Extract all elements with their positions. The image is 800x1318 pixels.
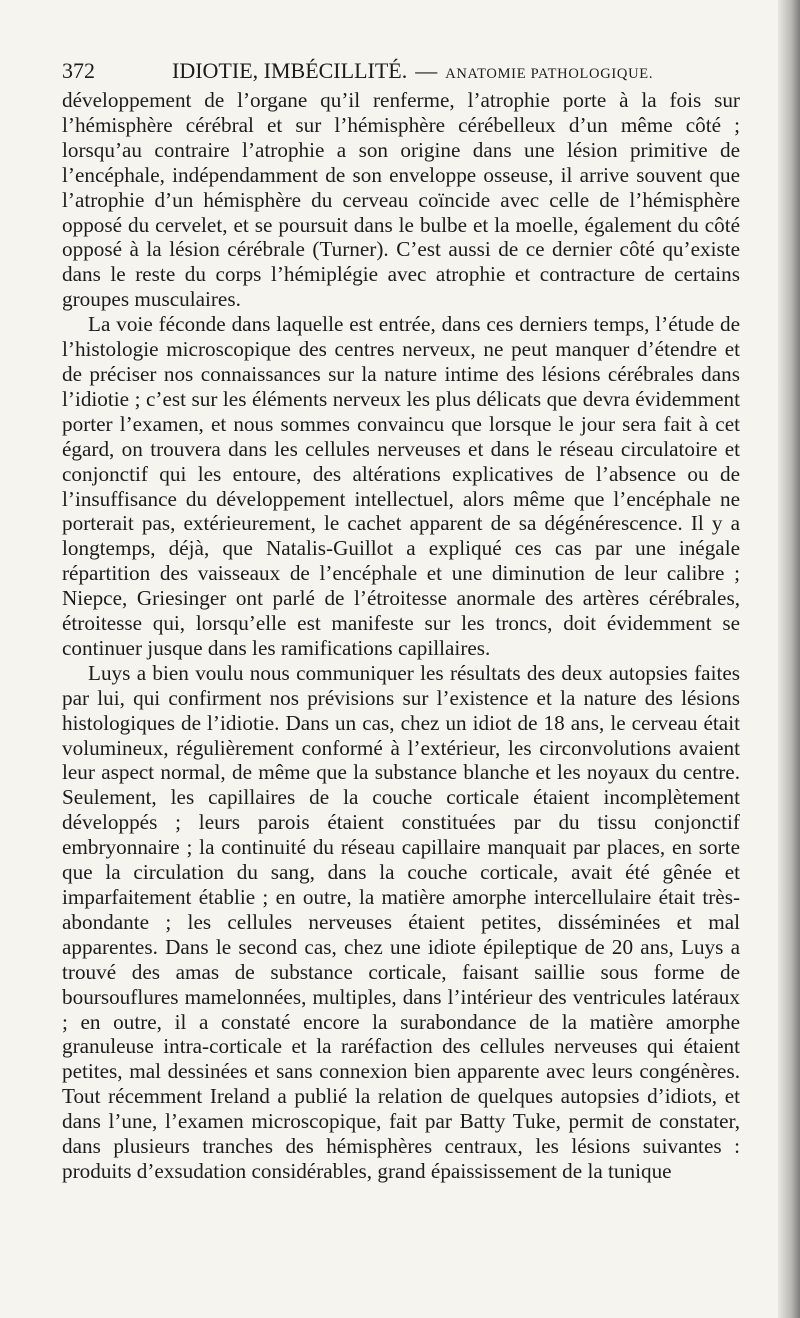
page-edge-shadow [778,0,800,1318]
paragraph-2: La voie féconde dans laquelle est entrée, dans ces derniers temps, l’étude de l’histologie microscopique des centres nerveux, ne peut manquer d’étendre et de préciser nos connaissances sur la nature intime des lésions cérébrales dans l’idiotie ; c’est sur les éléments nerveux les plus délicats que devra évidemment porter l’examen, et nous sommes convaincu que lorsque le jour sera fait à cet égard, on trouvera dans les cellules nerveuses et dans le réseau circulatoire et conjonctif qui les entoure, des altérations explicatives de l’absence ou de l’insuffisance du développement intellectuel, alors même que l’encéphale ne porterait pas, extérieurement, le cachet apparent de sa dégénérescence. Il y a longtemps, déjà, que Natalis-Guillot a expliqué ces cas par une inégale répartition des vaisseaux de l’encéphale et une diminution de leur calibre ; Niepce, Griesinger ont parlé de l’étroitesse anormale des artères cérébrales, étroitesse qui, lorsqu’elle est manifeste sur les troncs, doit évidemment se continuer jusque dans les ramifications capillaires. [62,312,740,660]
running-head [172,58,653,84]
paragraph-3: Luys a bien voulu nous communiquer les résultats des deux autopsies faites par lui, qui confirment nos prévisions sur l’existence et la nature des lésions histologiques de l’idiotie. Dans un cas, chez un idiot de 18 ans, le cerveau était volumineux, régulièrement conformé à l’extérieur, les circonvolutions avaient leur aspect normal, de même que la substance blanche et les noyaux du centre. Seulement, les capillaires de la couche corticale étaient incomplètement développés ; leurs parois étaient constituées par du tissu conjonctif embryonnaire ; la continuité du réseau capillaire manquait par places, en sorte que la circulation du sang, dans la couche corticale, avait été gênée et imparfaitement établie ; en outre, la matière amorphe intercellulaire était très-abondante ; les cellules nerveuses étaient petites, disséminées et mal apparentes. Dans le second cas, chez une idiote épileptique de 20 ans, Luys a trouvé des amas de substance corticale, faisant saillie sous forme de boursouflures mamelonnées, multiples, dans l’intérieur des ventricules latéraux ; en outre, il a constaté encore la surabondance de la matière amorphe granuleuse intra-corticale et la raréfaction des cellules nerveuses qui étaient petites, mal dessinées et sans connexion bien apparente avec leurs congénères. Tout récemment Ireland a publié la relation de quelques autopsies d’idiots, et dans l’une, l’examen microscopique, fait par Batty Tuke, permit de constater, dans plusieurs tranches des hémisphères centraux, les lésions suivantes : produits d’exsudation considérables, grand épaississement de la tunique [62,660,740,1183]
running-head-subtitle: ANATOMIE PATHOLOGIQUE. [445,66,654,82]
page-header [62,58,742,88]
paragraph-1: développement de l’organe qu’il renferme, l’atrophie porte à la fois sur l’hémisphère cérébral et sur l’hémisphère cérébelleux d’un même côté ; lorsqu’au contraire l’atrophie a son origine dans une lésion primitive de l’encéphale, indépendamment de son enveloppe osseuse, il arrive souvent que l’atrophie d’un hémisphère du cerveau coïncide avec celle de l’hémisphère opposé du cervelet, et se poursuit dans le bulbe et la moelle, également du côté opposé à la lésion cérébrale (Turner). C’est aussi de ce dernier côté qu’existe dans le reste du corps l’hémiplégie avec atrophie et contracture de certains groupes musculaires. [62,88,740,312]
body-text [62,88,740,1184]
page-number: 372 [62,58,95,83]
running-head-separator: — [415,58,438,83]
running-head-title: IDIOTIE, IMBÉCILLITÉ. [172,58,408,83]
